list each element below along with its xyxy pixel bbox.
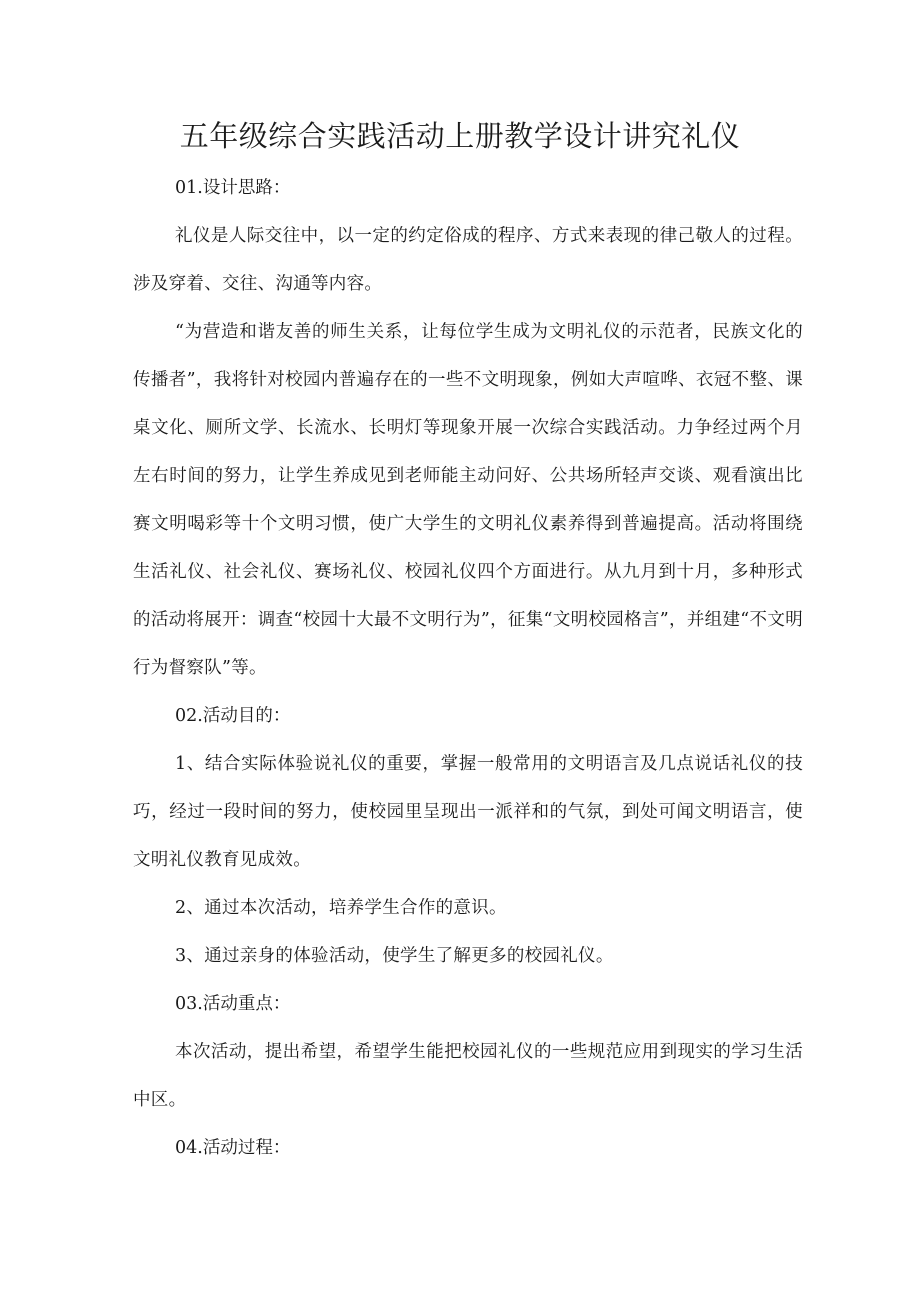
section-heading-activity-process: 04.活动过程： [175,1138,291,1158]
goal-item-2: 2、通过本次活动，培养学生合作的意识。 [175,898,507,918]
goal-item-1: 1、结合实际体验说礼仪的重要，掌握一般常用的文明语言及几点说话礼仪的技巧，经过一段时间的努力，使校园里呈现出一派祥和的气氛，到处可闻文明语言，使文明礼仪教育见成效。 [133,754,803,870]
paragraph-activity-focus: 本次活动，提出希望，希望学生能把校园礼仪的一些规范应用到现实的学习生活中区。 [133,1042,803,1110]
paragraph-etiquette-definition: 礼仪是人际交往中，以一定的约定俗成的程序、方式来表现的律己敬人的过程。涉及穿着、交往、沟通等内容。 [133,226,803,294]
section-heading-activity-focus: 03.活动重点： [175,994,291,1014]
paragraph-activity-background: “为营造和谐友善的师生关系，让每位学生成为文明礼仪的示范者，民族文化的传播者”，我将针对校园内普遍存在的一些不文明现象，例如大声喧哗、衣冠不整、课桌文化、厕所文学、长流水、长明灯等现象开展一次综合实践活动。力争经过两个月左右时间的努力，让学生养成见到老师能主动问好、公共场所轻声交谈、观看演出比赛文明喝彩等十个文明习惯，使广大学生的文明礼仪素养得到普遍提高。活动将围绕生活礼仪、社会礼仪、赛场礼仪、校园礼仪四个方面进行。从九月到十月，多种形式的活动将展开：调查“校园十大最不文明行为”，征集“文明校园格言”，并组建“不文明行为督察队”等。 [133,322,803,678]
section-heading-activity-goals: 02.活动目的： [175,706,291,726]
document-title: 五年级综合实践活动上册教学设计讲究礼仪 [179,119,741,153]
goal-item-3: 3、通过亲身的体验活动，使学生了解更多的校园礼仪。 [175,946,614,966]
section-heading-design-ideas: 01.设计思路： [175,178,291,198]
